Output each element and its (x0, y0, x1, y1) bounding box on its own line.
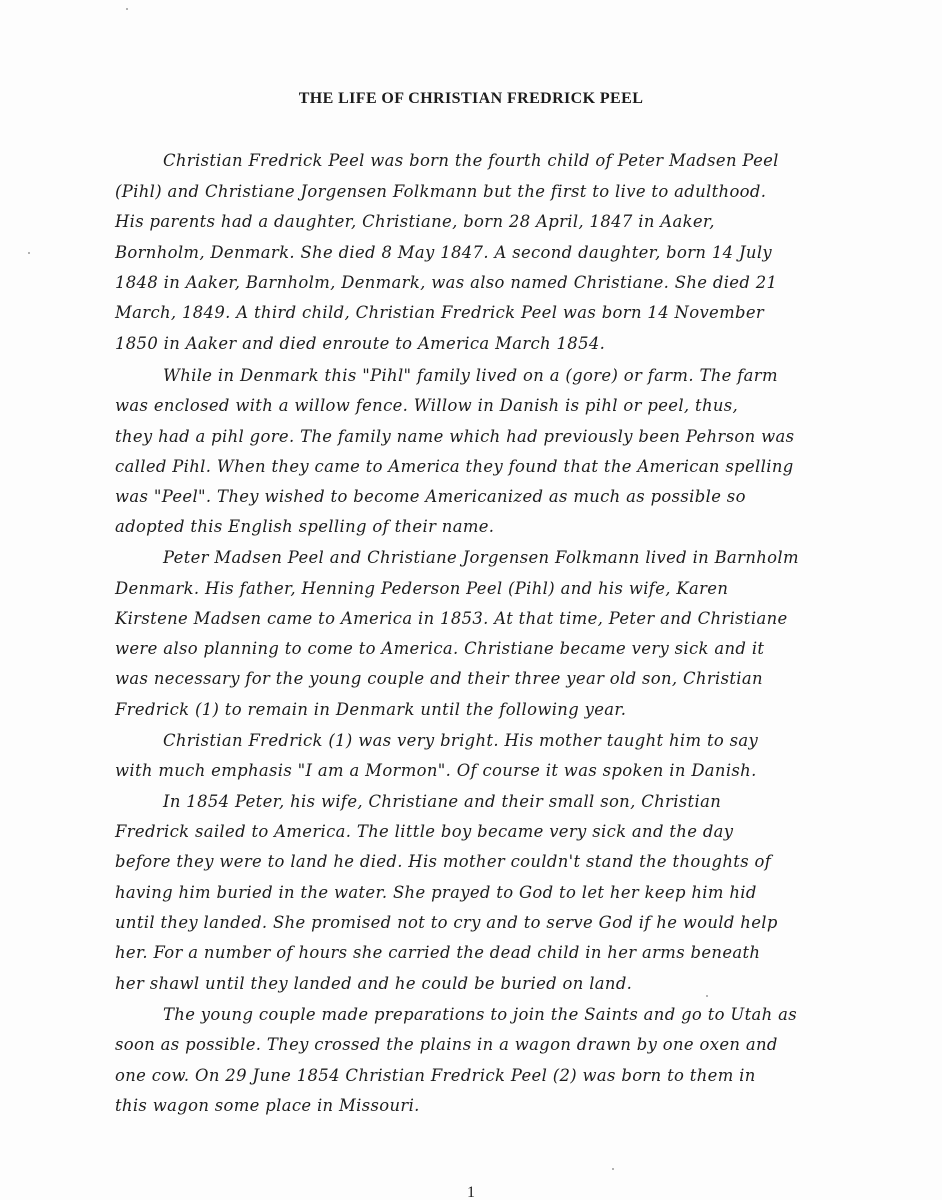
text-line: one cow. On 29 June 1854 Christian Fredrick Peel (2) was born to them in (115, 1066, 756, 1085)
text-line: was enclosed with a willow fence. Willow in Danish is pihl or peel, thus, (115, 396, 739, 415)
scan-speck (612, 1168, 614, 1170)
scan-speck (28, 252, 30, 254)
text-line: While in Denmark this "Pihl" family lived on a (gore) or farm. The farm (163, 366, 778, 385)
text-line: 1850 in Aaker and died enroute to America March 1854. (115, 334, 606, 353)
text-line: The young couple made preparations to join the Saints and go to Utah as (163, 1005, 798, 1024)
text-line: adopted this English spelling of their name. (115, 517, 495, 536)
text-line: until they landed. She promised not to cry and to serve God if he would help (115, 913, 778, 932)
text-line: was necessary for the young couple and their three year old son, Christian (115, 669, 763, 688)
text-line: soon as possible. They crossed the plains in a wagon drawn by one oxen and (115, 1035, 778, 1054)
text-line: Christian Fredrick Peel was born the fourth child of Peter Madsen Peel (163, 151, 779, 170)
text-line: Fredrick sailed to America. The little boy became very sick and the day (115, 822, 734, 841)
text-line: was "Peel". They wished to become Americanized as much as possible so (115, 487, 746, 506)
text-line: Denmark. His father, Henning Pederson Peel (Pihl) and his wife, Karen (115, 579, 729, 598)
scan-speck (126, 8, 128, 10)
text-line: (Pihl) and Christiane Jorgensen Folkmann but the first to live to adulthood. (115, 182, 767, 201)
text-line: her. For a number of hours she carried the dead child in her arms beneath (115, 943, 761, 962)
text-line: before they were to land he died. His mother couldn't stand the thoughts of (115, 852, 772, 871)
text-line: 1848 in Aaker, Barnholm, Denmark, was also named Christiane. She died 21 (115, 273, 778, 292)
text-line: Kirstene Madsen came to America in 1853. At that time, Peter and Christiane (115, 609, 788, 628)
text-line: were also planning to come to America. Christiane became very sick and it (115, 639, 765, 658)
text-line: Christian Fredrick (1) was very bright. His mother taught him to say (163, 731, 759, 750)
text-line: called Pihl. When they came to America they found that the American spelling (115, 457, 794, 476)
text-line: with much emphasis "I am a Mormon". Of course it was spoken in Danish. (115, 761, 757, 780)
text-line: March, 1849. A third child, Christian Fredrick Peel was born 14 November (115, 303, 765, 322)
text-line: Fredrick (1) to remain in Denmark until the following year. (115, 700, 627, 719)
text-line: having him buried in the water. She prayed to God to let her keep him hid (115, 883, 757, 902)
scan-speck (706, 995, 708, 997)
text-line: her shawl until they landed and he could be buried on land. (115, 974, 633, 993)
text-line: they had a pihl gore. The family name which had previously been Pehrson was (115, 427, 795, 446)
document-title: THE LIFE OF CHRISTIAN FREDRICK PEEL (298, 90, 644, 107)
text-line: In 1854 Peter, his wife, Christiane and their small son, Christian (163, 792, 722, 811)
page-number: 1 (467, 1184, 475, 1200)
text-line: Peter Madsen Peel and Christiane Jorgensen Folkmann lived in Barnholm (163, 548, 799, 567)
text-line: His parents had a daughter, Christiane, born 28 April, 1847 in Aaker, (115, 212, 715, 231)
text-line: this wagon some place in Missouri. (115, 1096, 420, 1115)
text-line: Bornholm, Denmark. She died 8 May 1847. A second daughter, born 14 July (115, 243, 773, 262)
